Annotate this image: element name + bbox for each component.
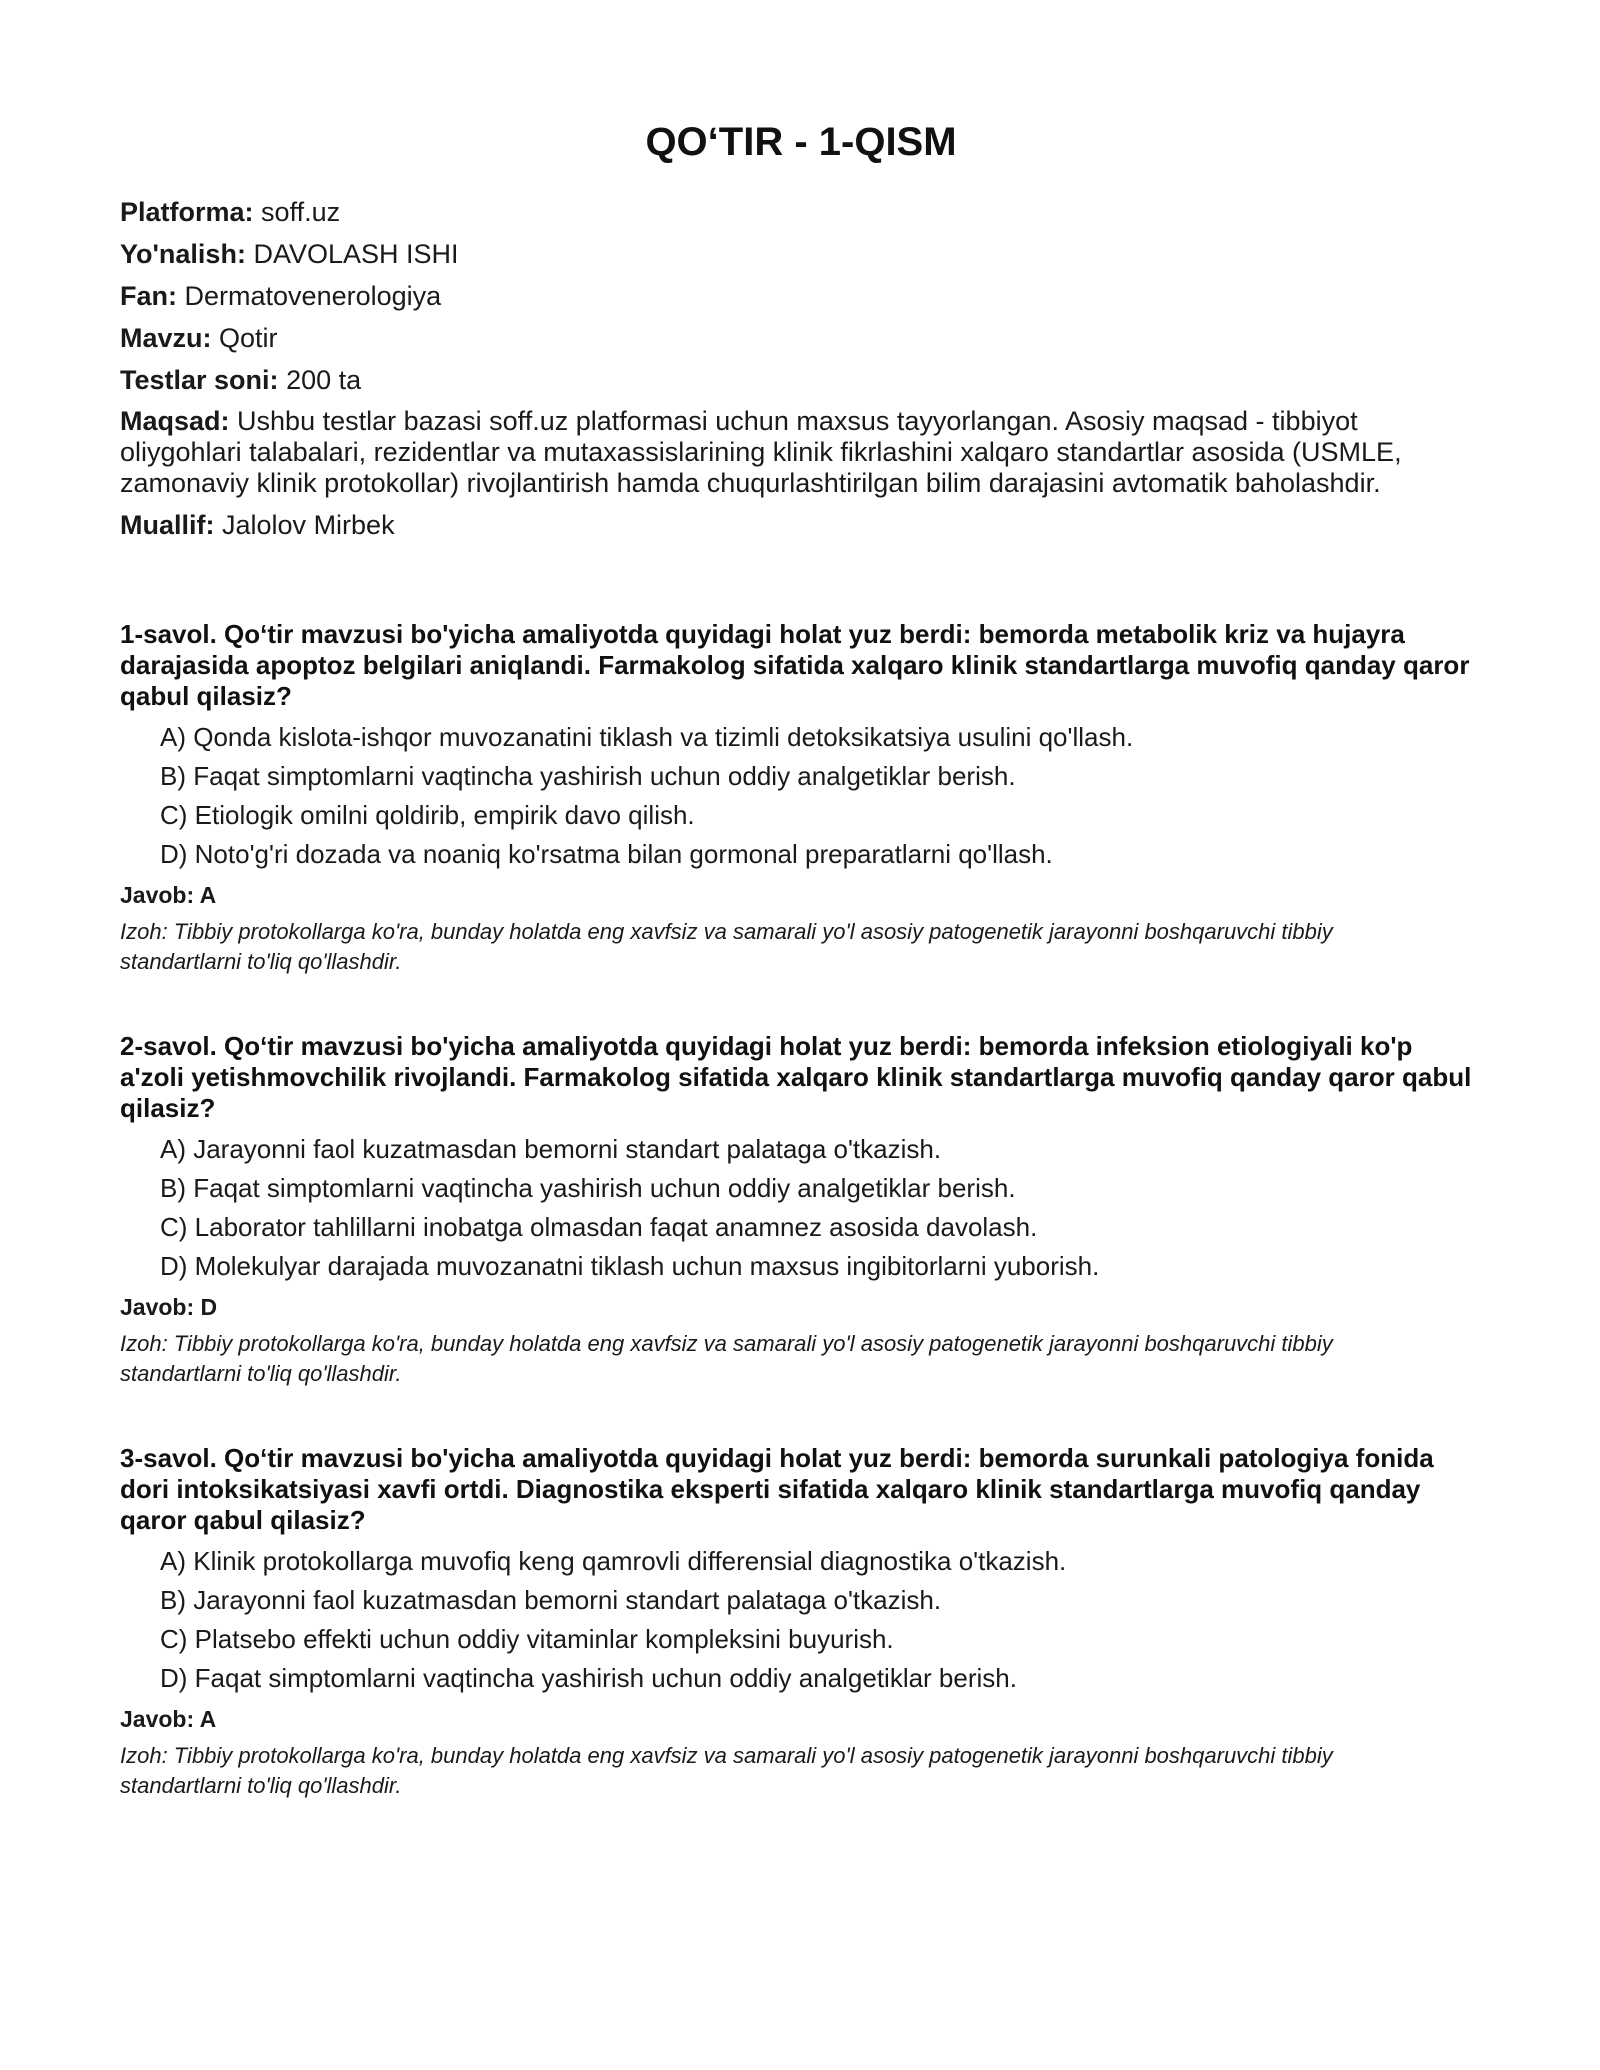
option-c: C) Etiologik omilni qoldirib, empirik davo qilish. [160, 800, 695, 830]
meta-value: soff.uz [261, 197, 341, 227]
meta-test-count [120, 364, 1482, 396]
explanation-note: Izoh: Tibbiy protokollarga ko'ra, bunday holatda eng xavfsiz va samarali yo'l asosiy patogenetik jarayonni boshqaruvchi tibbiy standartlarni to'liq qo'llashdir. [120, 1743, 1333, 1798]
meta-platform [120, 196, 1482, 228]
meta-direction [120, 238, 1482, 270]
option-a: A) Klinik protokollarga muvofiq keng qamrovli differensial diagnostika o'tkazish. [160, 1546, 1067, 1576]
explanation-note: Izoh: Tibbiy protokollarga ko'ra, bunday holatda eng xavfsiz va samarali yo'l asosiy patogenetik jarayonni boshqaruvchi tibbiy standartlarni to'liq qo'llashdir. [120, 1331, 1333, 1386]
questions-list [120, 619, 1482, 1801]
meta-value: Qotir [219, 323, 278, 353]
meta-key: Platforma: [120, 197, 254, 227]
answer: Javob: D [120, 1294, 218, 1320]
meta-key: Fan: [120, 281, 177, 311]
answer: Javob: A [120, 1706, 217, 1732]
meta-value: DAVOLASH ISHI [253, 239, 459, 269]
question-text: 1-savol. Qo‘tir mavzusi bo'yicha amaliyotda quyidagi holat yuz berdi: bemorda metabolik kriz va hujayra darajasida apoptoz belgilari aniqlandi. Farmakolog sifatida xalqaro klinik standartlarga muvofiq qanday qaror qabul qilasiz? [120, 619, 1470, 711]
question-text: 2-savol. Qo‘tir mavzusi bo'yicha amaliyotda quyidagi holat yuz berdi: bemorda infeksion etiologiyali ko'p a'zoli yetishmovchilik rivojlandi. Farmakolog sifatida xalqaro klinik standartlarga muvofiq qanday qaror qabul qilasiz? [120, 1031, 1472, 1123]
question-3 [120, 1443, 1482, 1801]
meta-key: Muallif: [120, 510, 215, 540]
meta-key: Yo'nalish: [120, 239, 246, 269]
option-a: A) Qonda kislota-ishqor muvozanatini tiklash va tizimli detoksikatsiya usulini qo'llash. [160, 722, 1134, 752]
meta-key: Maqsad: [120, 406, 230, 436]
option-d: D) Molekulyar darajada muvozanatni tiklash uchun maxsus ingibitorlarni yuborish. [160, 1251, 1100, 1281]
answer: Javob: A [120, 882, 217, 908]
meta-key: Testlar soni: [120, 365, 279, 395]
option-b: B) Faqat simptomlarni vaqtincha yashirish uchun oddiy analgetiklar berish. [160, 761, 1016, 791]
meta-value: 200 ta [286, 365, 362, 395]
option-c: C) Laborator tahlillarni inobatga olmasdan faqat anamnez asosida davolash. [160, 1212, 1038, 1242]
option-a: A) Jarayonni faol kuzatmasdan bemorni standart palataga o'tkazish. [160, 1134, 942, 1164]
option-b: B) Faqat simptomlarni vaqtincha yashirish uchun oddiy analgetiklar berish. [160, 1173, 1016, 1203]
meta-key: Mavzu: [120, 323, 212, 353]
option-b: B) Jarayonni faol kuzatmasdan bemorni standart palataga o'tkazish. [160, 1585, 942, 1615]
question-1 [120, 619, 1482, 977]
meta-goal [120, 406, 1482, 499]
page-title: QO‘TIR - 1-QISM [645, 120, 957, 164]
option-d: D) Noto'g'ri dozada va noaniq ko'rsatma bilan gormonal preparatlarni qo'llash. [160, 839, 1053, 869]
meta-author [120, 509, 1482, 541]
meta-value: Jalolov Mirbek [222, 510, 395, 540]
question-text: 3-savol. Qo‘tir mavzusi bo'yicha amaliyotda quyidagi holat yuz berdi: bemorda surunkali patologiya fonida dori intoksikatsiyasi xavfi ortdi. Diagnostika eksperti sifatida xalqaro klinik standartlarga muvofiq qanday qaror qabul qilasiz? [120, 1443, 1434, 1535]
options-list [120, 1134, 1482, 1281]
question-2 [120, 1031, 1482, 1389]
meta-value: Dermatovenerologiya [184, 281, 442, 311]
meta-topic [120, 322, 1482, 354]
option-c: C) Platsebo effekti uchun oddiy vitaminlar kompleksini buyurish. [160, 1624, 894, 1654]
options-list [120, 722, 1482, 869]
meta-subject [120, 280, 1482, 312]
meta-section [120, 196, 1482, 541]
option-d: D) Faqat simptomlarni vaqtincha yashirish uchun oddiy analgetiklar berish. [160, 1663, 1017, 1693]
meta-value: Ushbu testlar bazasi soff.uz platformasi uchun maxsus tayyorlangan. Asosiy maqsad - tibbiyot oliygohlari talabalari, rezidentlar va mutaxassislarining klinik fikrlashini xalqaro standartlar asosida (USMLE, zamonaviy klinik protokollar) rivojlantirish hamda chuqurlashtirilgan bilim darajasini avtomatik baholashdir. [120, 406, 1402, 498]
explanation-note: Izoh: Tibbiy protokollarga ko'ra, bunday holatda eng xavfsiz va samarali yo'l asosiy patogenetik jarayonni boshqaruvchi tibbiy standartlarni to'liq qo'llashdir. [120, 919, 1333, 974]
options-list [120, 1546, 1482, 1693]
